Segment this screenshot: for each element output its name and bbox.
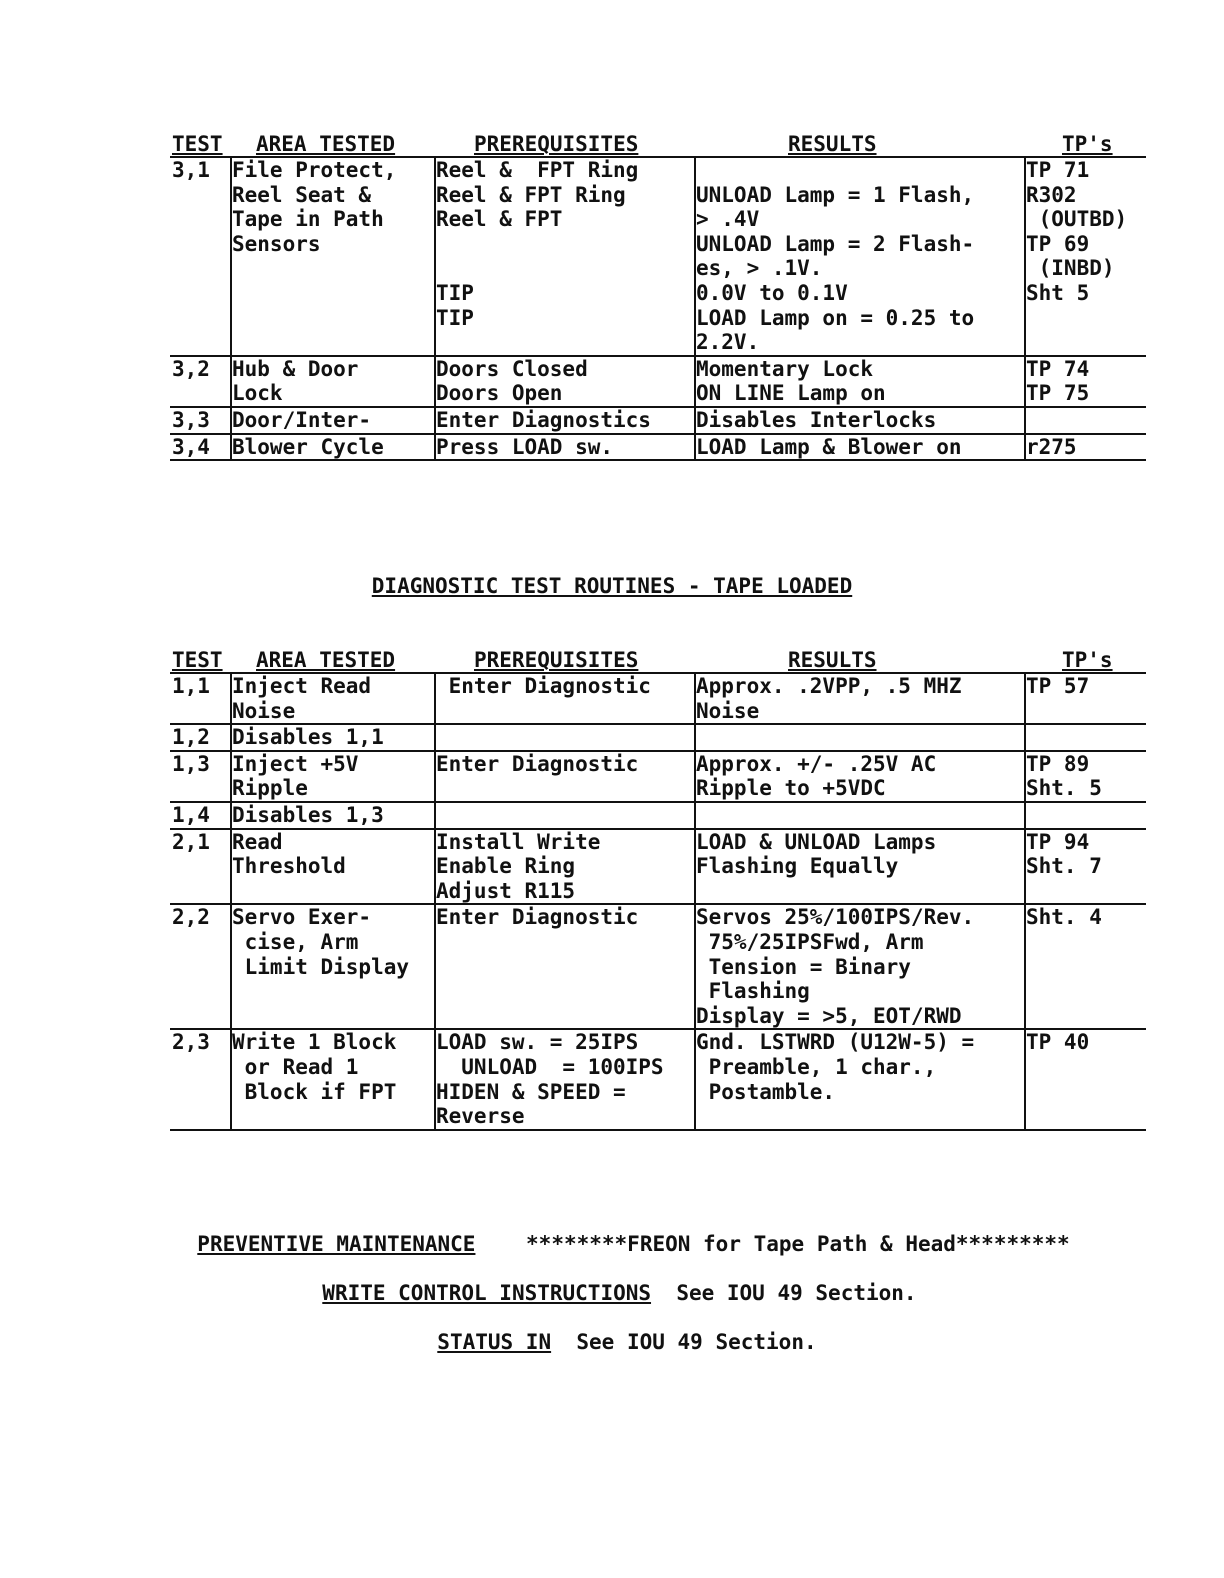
cell-tps: TP 71 — [1026, 158, 1090, 182]
cell-area: Limit Display — [232, 954, 410, 979]
test-row — [170, 752, 1146, 803]
wci-gap — [651, 1281, 676, 1305]
row-line — [170, 281, 1146, 306]
cell-area: Disables 1,3 — [232, 802, 384, 827]
cell-prereq: Reel & FPT — [436, 207, 563, 232]
cell-results: LOAD Lamp & Blower on — [696, 434, 962, 459]
test-row — [170, 435, 1146, 462]
row-line — [170, 699, 1146, 724]
cell-tps: Sht. 4 — [1026, 905, 1102, 930]
cell-results: Noise — [696, 698, 760, 723]
cell-test: 3,3 — [172, 407, 210, 432]
row-line — [170, 1030, 1146, 1055]
cell-prereq: TIP — [436, 280, 474, 305]
cell-prereq: Enter Diagnostics — [436, 407, 651, 432]
cell-tps: TP 57 — [1026, 674, 1090, 698]
cell-results: > .4V — [696, 207, 760, 232]
row-line — [170, 905, 1146, 930]
cell-area: Reel Seat & — [232, 182, 372, 207]
pm-gap — [475, 1232, 526, 1256]
row-line — [170, 1004, 1146, 1029]
cell-results: Approx. .2VPP, .5 MHZ — [696, 674, 962, 698]
row-line — [170, 207, 1146, 232]
cell-results: Postamble. — [696, 1079, 836, 1104]
header-test: TEST — [172, 648, 223, 672]
cell-area: File Protect, — [232, 158, 397, 182]
cell-tps: R302 — [1026, 182, 1077, 207]
cell-results: Momentary Lock — [696, 356, 874, 381]
cell-results: 75%/25IPSFwd, Arm — [696, 929, 924, 954]
cell-area: Door/Inter- — [232, 407, 372, 432]
cell-results: 0.0V to 0.1V — [696, 280, 848, 305]
cell-tps: Sht. 7 — [1026, 854, 1102, 879]
header-tps: TP's — [1062, 648, 1113, 672]
cell-tps: (OUTBD) — [1026, 207, 1128, 232]
status-text: See IOU 49 Section. — [576, 1330, 817, 1354]
cell-results: 2.2V. — [696, 330, 760, 355]
cell-results: Gnd. LSTWRD (U12W-5) = — [696, 1030, 975, 1055]
cell-results: UNLOAD Lamp = 1 Flash, — [696, 182, 975, 207]
cell-test: 1,4 — [172, 802, 210, 827]
cell-prereq: Enter Diagnostic — [436, 674, 651, 698]
header-test: TEST — [172, 132, 223, 156]
cell-area: Inject +5V — [232, 751, 359, 776]
cell-prereq: UNLOAD = 100IPS — [436, 1054, 664, 1079]
row-line — [170, 1055, 1146, 1080]
test-row — [170, 725, 1146, 752]
row-line — [170, 232, 1146, 257]
cell-prereq: LOAD sw. = 25IPS — [436, 1030, 639, 1055]
cell-results: LOAD Lamp on = 0.25 to — [696, 305, 975, 330]
cell-test: 3,2 — [172, 356, 210, 381]
cell-area: Noise — [232, 698, 296, 723]
cell-prereq: Enter Diagnostic — [436, 751, 639, 776]
row-line — [170, 854, 1146, 879]
row-line — [170, 158, 1146, 183]
header-area: AREA TESTED — [256, 132, 396, 156]
cell-results: Flashing Equally — [696, 854, 899, 879]
row-line — [170, 381, 1146, 406]
cell-prereq: TIP — [436, 305, 474, 330]
section-title: DIAGNOSTIC TEST ROUTINES - TAPE LOADED — [371, 574, 853, 598]
cell-results: Approx. +/- .25V AC — [696, 751, 937, 776]
cell-prereq: Press LOAD sw. — [436, 434, 614, 459]
cell-tps: Sht. 5 — [1026, 776, 1102, 801]
row-line — [170, 776, 1146, 801]
status-label: STATUS IN — [437, 1330, 552, 1354]
cell-results: es, > .1V. — [696, 256, 823, 281]
row-line — [170, 803, 1146, 828]
cell-prereq: Adjust R115 — [436, 878, 576, 903]
cell-area: Tape in Path — [232, 207, 384, 232]
header-prereq: PREREQUISITES — [474, 132, 639, 156]
cell-area: Block if FPT — [232, 1079, 397, 1104]
cell-tps: TP 94 — [1026, 829, 1090, 854]
test-row — [170, 408, 1146, 435]
row-line — [170, 830, 1146, 855]
cell-tps: Sht 5 — [1026, 280, 1090, 305]
cell-area: Blower Cycle — [232, 434, 384, 459]
row-line — [170, 1080, 1146, 1105]
cell-test: 1,3 — [172, 751, 210, 776]
cell-area: Write 1 Block — [232, 1030, 397, 1055]
cell-tps: TP 74 — [1026, 356, 1090, 381]
cell-tps: (INBD) — [1026, 256, 1115, 281]
cell-area: Sensors — [232, 231, 321, 256]
cell-tps: TP 75 — [1026, 381, 1090, 406]
header-area: AREA TESTED — [256, 648, 396, 672]
row-line — [170, 435, 1146, 460]
cell-area: Threshold — [232, 854, 346, 879]
cell-results: LOAD & UNLOAD Lamps — [696, 829, 937, 854]
cell-prereq: Reel & FPT Ring — [436, 158, 639, 182]
cell-area: Hub & Door — [232, 356, 359, 381]
cell-test: 3,4 — [172, 434, 210, 459]
cell-results: Servos 25%/100IPS/Rev. — [696, 905, 975, 930]
cell-area: Servo Exer- — [232, 905, 372, 930]
cell-test: 3,1 — [172, 158, 210, 182]
row-line — [170, 183, 1146, 208]
cell-results: UNLOAD Lamp = 2 Flash- — [696, 231, 975, 256]
cell-results: Flashing — [696, 979, 810, 1004]
cell-results: Tension = Binary — [696, 954, 911, 979]
preventive-maintenance-line — [172, 1208, 1070, 1256]
row-line — [170, 725, 1146, 750]
header-results: RESULTS — [788, 132, 877, 156]
row-line — [170, 955, 1146, 980]
test-row — [170, 905, 1146, 1030]
cell-prereq: Reverse — [436, 1104, 525, 1129]
cell-area: Lock — [232, 381, 283, 406]
cell-test: 2,1 — [172, 829, 210, 854]
cell-test: 1,1 — [172, 674, 210, 698]
wci-label: WRITE CONTROL INSTRUCTIONS — [322, 1281, 652, 1305]
cell-prereq: Install Write — [436, 829, 601, 854]
cell-tps: r275 — [1026, 434, 1077, 459]
cell-area: Inject Read — [232, 674, 372, 698]
status-gap — [551, 1330, 576, 1354]
cell-prereq: HIDEN & SPEED = — [436, 1079, 626, 1104]
header-tps: TP's — [1062, 132, 1113, 156]
row-line — [170, 408, 1146, 433]
row-line — [170, 1104, 1146, 1129]
table-header — [170, 132, 1146, 158]
write-control-line — [297, 1257, 917, 1305]
table-header — [170, 648, 1146, 674]
test-row — [170, 803, 1146, 830]
cell-tps: TP 69 — [1026, 231, 1090, 256]
pm-label: PREVENTIVE MAINTENANCE — [197, 1232, 476, 1256]
cell-test: 2,3 — [172, 1030, 210, 1055]
header-prereq: PREREQUISITES — [474, 648, 639, 672]
cell-results: Ripple to +5VDC — [696, 776, 886, 801]
test-row — [170, 357, 1146, 408]
cell-area: Disables 1,1 — [232, 725, 384, 750]
cell-results: Display = >5, EOT/RWD — [696, 1003, 962, 1028]
row-line — [170, 879, 1146, 904]
cell-prereq: Reel & FPT Ring — [436, 182, 626, 207]
row-line — [170, 930, 1146, 955]
cell-results: Preamble, 1 char., — [696, 1054, 937, 1079]
cell-prereq: Doors Open — [436, 381, 563, 406]
cell-prereq: Enter Diagnostic — [436, 905, 639, 930]
row-line — [170, 357, 1146, 382]
pm-text: ********FREON for Tape Path & Head********* — [526, 1232, 1070, 1256]
row-line — [170, 306, 1146, 331]
cell-area: cise, Arm — [232, 929, 359, 954]
row-line — [170, 256, 1146, 281]
cell-results: Disables Interlocks — [696, 407, 937, 432]
cell-area: or Read 1 — [232, 1054, 359, 1079]
row-line — [170, 330, 1146, 355]
table-wired-tests — [170, 132, 1146, 461]
test-row — [170, 1030, 1146, 1130]
test-row — [170, 158, 1146, 357]
row-line — [170, 979, 1146, 1004]
cell-test: 2,2 — [172, 905, 210, 930]
row-line — [170, 674, 1146, 699]
cell-area: Ripple — [232, 776, 308, 801]
test-row — [170, 674, 1146, 725]
wci-text: See IOU 49 Section. — [676, 1281, 917, 1305]
cell-test: 1,2 — [172, 725, 210, 750]
cell-results: ON LINE Lamp on — [696, 381, 886, 406]
cell-tps: TP 89 — [1026, 751, 1090, 776]
test-row — [170, 830, 1146, 906]
header-results: RESULTS — [788, 648, 877, 672]
cell-area: Read — [232, 829, 283, 854]
cell-tps: TP 40 — [1026, 1030, 1090, 1055]
cell-prereq: Enable Ring — [436, 854, 576, 879]
status-in-line — [412, 1306, 817, 1354]
table-tape-loaded — [170, 648, 1146, 1131]
row-line — [170, 752, 1146, 777]
cell-prereq: Doors Closed — [436, 356, 588, 381]
